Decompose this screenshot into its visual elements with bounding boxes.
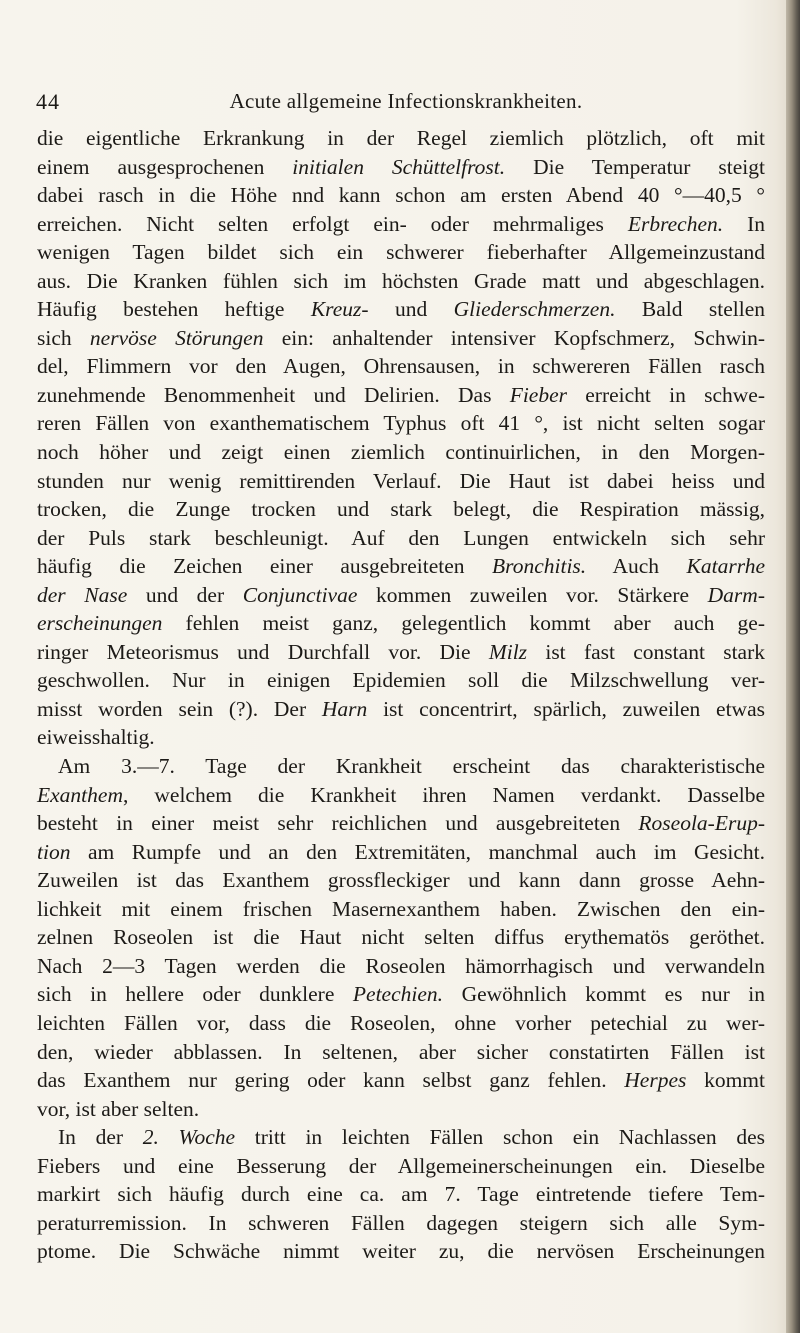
text-line xyxy=(37,210,765,239)
text-run: Fiebers und eine Besserung der Allgemeinerscheinungen ein. Dieselbe xyxy=(37,1153,765,1178)
running-head xyxy=(36,89,776,117)
text-run: erreichen. Nicht selten erfolgt ein- oder mehrmaliges xyxy=(37,211,628,236)
text-run: markirt sich häufig durch eine ca. am 7. Tage eintretende tiefere Tem- xyxy=(37,1182,765,1207)
text-line xyxy=(37,1237,765,1266)
text-line xyxy=(37,381,765,410)
text-run: Zuweilen ist das Exanthem grossfleckiger und kann dann grosse Aehn- xyxy=(37,868,765,893)
text-run: den, wieder abblassen. In seltenen, aber sicher constatirten Fällen ist xyxy=(37,1039,765,1064)
text-run: Häufig bestehen heftige xyxy=(37,297,311,322)
text-run: Gewöhnlich kommt es nur in xyxy=(443,982,765,1007)
body-text xyxy=(37,124,765,1266)
text-run: besteht in einer meist sehr reichlichen und ausgebreiteten xyxy=(37,811,639,836)
italic-text: Darm- xyxy=(707,582,765,607)
text-run: Nach 2—3 Tagen werden die Roseolen hämorrhagisch und verwandeln xyxy=(37,953,765,978)
text-run: das Exanthem nur gering oder kann selbst ganz fehlen. xyxy=(37,1068,625,1093)
text-line xyxy=(37,267,765,296)
text-run: vor, ist aber selten. xyxy=(37,1096,200,1121)
text-line xyxy=(37,467,765,496)
text-run: sich in hellere oder dunklere xyxy=(37,982,353,1007)
text-run: aus. Die Kranken fühlen sich im höchsten Grade matt und abgeschlagen. xyxy=(37,268,765,293)
italic-text: nervöse Störungen xyxy=(89,325,264,350)
text-run: noch höher und zeigt einen ziemlich continuirlichen, in den Morgen- xyxy=(37,440,765,465)
text-run: ptome. Die Schwäche nimmt weiter zu, die nervösen Erscheinungen xyxy=(37,1239,765,1264)
text-run: erreicht in schwe- xyxy=(567,382,765,407)
italic-text: Milz xyxy=(488,639,528,664)
text-line xyxy=(37,524,765,553)
text-line xyxy=(37,409,765,438)
text-line xyxy=(37,124,765,153)
text-line xyxy=(37,324,765,353)
text-line xyxy=(37,1095,765,1124)
text-line xyxy=(37,295,765,324)
text-line xyxy=(37,923,765,952)
text-line xyxy=(37,238,765,267)
text-run: sich xyxy=(37,325,90,350)
italic-text: Herpes xyxy=(624,1068,687,1093)
text-run: peraturremission. In schweren Fällen dagegen steigern sich alle Sym- xyxy=(37,1210,765,1235)
text-line xyxy=(37,1123,765,1152)
text-run: In der xyxy=(58,1125,143,1150)
text-line xyxy=(37,581,765,610)
text-run: reren Fällen von exanthematischem Typhus oft 41 °, ist nicht selten sogar xyxy=(37,411,765,436)
italic-text: Roseola-Erup- xyxy=(638,811,765,836)
text-run: und der xyxy=(127,582,243,607)
page-number: 44 xyxy=(36,89,60,114)
text-run: kommt xyxy=(686,1068,766,1093)
italic-text: initialen Schüttelfrost. xyxy=(292,154,506,179)
text-line xyxy=(37,980,765,1009)
italic-text: Exanthem xyxy=(37,782,123,807)
italic-text: Kreuz- xyxy=(310,297,369,322)
italic-text: 2. Woche xyxy=(142,1125,236,1150)
text-run: ist fast constant stark xyxy=(527,639,765,664)
text-run: zelnen Roseolen ist die Haut nicht selten diffus erythematös geröthet. xyxy=(37,925,765,950)
italic-text: Fieber xyxy=(509,382,568,407)
text-line xyxy=(37,809,765,838)
text-line xyxy=(37,153,765,182)
text-line xyxy=(37,1152,765,1181)
text-line xyxy=(37,781,765,810)
text-line xyxy=(37,723,765,752)
text-run: leichten Fällen vor, dass die Roseolen, ohne vorher petechial zu wer- xyxy=(37,1010,765,1035)
text-line xyxy=(37,1009,765,1038)
text-run: ist concentrirt, spärlich, zuweilen etwas xyxy=(367,696,765,721)
text-run: In xyxy=(723,211,765,236)
text-run: am Rumpfe und an den Extremitäten, manchmal auch im Gesicht. xyxy=(70,839,765,864)
text-run: lichkeit mit einem frischen Masernexanthem haben. Zwischen den ein- xyxy=(37,896,765,921)
text-line xyxy=(37,438,765,467)
text-line xyxy=(37,1066,765,1095)
text-run: del, Flimmern vor den Augen, Ohrensausen, in schwereren Fällen rasch xyxy=(37,354,765,379)
text-line xyxy=(37,609,765,638)
text-run: die eigentliche Erkrankung in der Regel ziemlich plötzlich, oft mit xyxy=(37,126,765,150)
italic-text: tion xyxy=(37,839,71,864)
text-run: Bald stellen xyxy=(615,297,765,322)
italic-text: Conjunctivae xyxy=(242,582,358,607)
text-run: kommen zuweilen vor. Stärkere xyxy=(357,582,708,607)
italic-text: Gliederschmerzen. xyxy=(453,297,616,322)
running-title: Acute allgemeine Infectionskrankheiten. xyxy=(229,89,583,113)
text-run: häufig die Zeichen einer ausgebreiteten xyxy=(37,554,492,579)
text-run: fehlen meist ganz, gelegentlich kommt aber auch ge- xyxy=(162,611,765,636)
text-run: der Puls stark beschleunigt. Auf den Lungen entwickeln sich sehr xyxy=(37,525,765,550)
text-line xyxy=(37,181,765,210)
text-run: trocken, die Zunge trocken und stark belegt, die Respiration mässig, xyxy=(37,497,765,522)
text-line xyxy=(37,895,765,924)
italic-text: Harn xyxy=(321,696,368,721)
text-run: ein: anhaltender intensiver Kopfschmerz, Schwin- xyxy=(263,325,765,350)
text-line xyxy=(37,352,765,381)
text-run: Am 3.—7. Tage der Krankheit erscheint das charakteristische xyxy=(58,754,765,779)
italic-text: Bronchitis. xyxy=(492,554,587,579)
italic-text: der Nase xyxy=(37,582,128,607)
text-run: Auch xyxy=(586,554,687,579)
text-line xyxy=(37,638,765,667)
text-run: misst worden sein (?). Der xyxy=(37,696,322,721)
text-run: eiweisshaltig. xyxy=(37,725,155,750)
text-run: und xyxy=(368,297,454,322)
text-line xyxy=(37,1180,765,1209)
text-run: , welchem die Krankheit ihren Namen verdankt. Dasselbe xyxy=(122,782,765,807)
italic-text: erscheinungen xyxy=(37,611,163,636)
italic-text: Katarrhe xyxy=(686,554,765,579)
text-line xyxy=(37,552,765,581)
text-line xyxy=(37,866,765,895)
text-run: geschwollen. Nur in einigen Epidemien soll die Milzschwellung ver- xyxy=(37,668,765,693)
text-line xyxy=(37,495,765,524)
text-run: stunden nur wenig remittirenden Verlauf. Die Haut ist dabei heiss und xyxy=(37,468,765,493)
text-run: dabei rasch in die Höhe nnd kann schon am ersten Abend 40 °—40,5 ° xyxy=(37,183,765,208)
text-line xyxy=(37,1038,765,1067)
text-run: ringer Meteorismus und Durchfall vor. Die xyxy=(37,639,489,664)
text-line xyxy=(37,666,765,695)
text-line xyxy=(37,695,765,724)
italic-text: Erbrechen. xyxy=(627,211,724,236)
text-run: tritt in leichten Fällen schon ein Nachlassen des xyxy=(235,1125,765,1150)
text-run: wenigen Tagen bildet sich ein schwerer fieberhafter Allgemeinzustand xyxy=(37,240,765,265)
text-run: Die Temperatur steigt xyxy=(505,154,765,179)
text-line xyxy=(37,752,765,781)
text-line xyxy=(37,838,765,867)
text-line xyxy=(37,1209,765,1238)
text-line xyxy=(37,952,765,981)
text-run: zunehmende Benommenheit und Delirien. Das xyxy=(37,382,510,407)
italic-text: Petechien. xyxy=(352,982,444,1007)
text-run: einem ausgesprochenen xyxy=(37,154,293,179)
page-edge-shadow xyxy=(786,0,800,1333)
